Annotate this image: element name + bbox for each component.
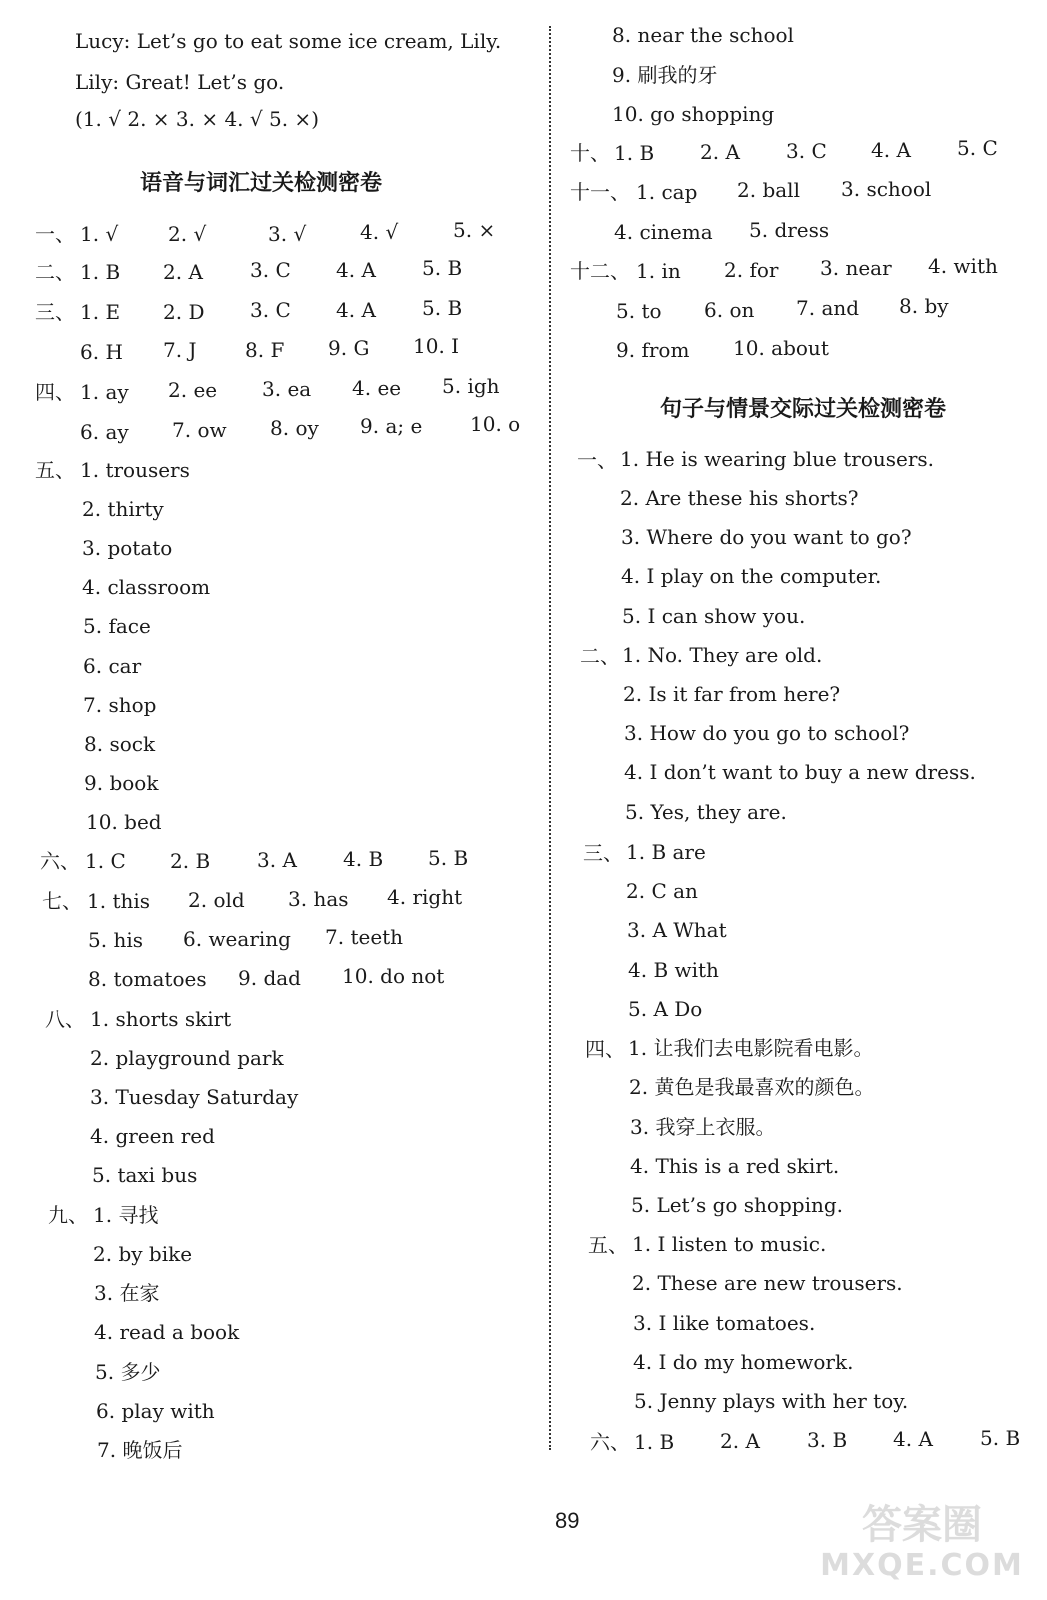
answer-item: 10. go shopping <box>612 102 775 126</box>
answer-item: 2. Are these his shorts? <box>620 486 859 510</box>
answer-item: 2. playground park <box>90 1046 284 1070</box>
section-label: 四、 <box>585 1037 625 1061</box>
answer-item: 4. read a book <box>94 1320 240 1344</box>
section-label: 六、 <box>40 849 80 873</box>
answer-item: 5. dress <box>749 218 830 242</box>
section-label: 一、 <box>577 448 617 472</box>
answer-item: 3. How do you go to school? <box>624 721 910 745</box>
answer-item: 4. cinema <box>614 220 713 244</box>
answer-item: 4. I do my homework. <box>633 1350 854 1374</box>
answer-item: 3. A <box>257 848 297 872</box>
answer-item: 10. o <box>470 412 521 436</box>
section-label: 六、 <box>590 1430 630 1454</box>
answer-item: 8. near the school <box>612 23 794 47</box>
answer-item: 4. √ <box>360 220 399 244</box>
answer-item: 3. C <box>250 298 291 322</box>
answer-item: 9. book <box>84 771 159 795</box>
answer-item: 4. B with <box>628 958 719 982</box>
answer-item: 3. has <box>288 887 349 911</box>
answer-item: 1. √ <box>80 222 119 246</box>
section-label: 五、 <box>35 458 75 482</box>
answer-item: 1. this <box>87 889 151 913</box>
answer-item: 2. A <box>720 1429 760 1453</box>
answer-item: 9. from <box>616 338 690 362</box>
answer-item: 9. G <box>328 336 370 360</box>
answer-item: 2. ball <box>737 178 800 202</box>
answer-item: 3. I like tomatoes. <box>633 1311 816 1335</box>
answer-item: 5. I can show you. <box>622 604 806 628</box>
watermark-text-top: 答案圈 <box>862 1502 982 1548</box>
answer-item: 5. his <box>88 928 143 952</box>
answer-item: 2. A <box>700 140 740 164</box>
answer-item: 9. 刷我的牙 <box>612 63 718 87</box>
answer-item: 1. B <box>80 260 121 284</box>
answer-item: 1. I listen to music. <box>632 1232 827 1256</box>
page-number: 89 <box>555 1508 580 1533</box>
answer-item: 2. old <box>188 888 245 912</box>
answer-item: 1. 让我们去电影院看电影。 <box>628 1036 874 1060</box>
dialogue-line-1: Lucy: Let’s go to eat some ice cream, Lily. <box>75 29 502 53</box>
answer-item: 5. Let’s go shopping. <box>631 1193 844 1217</box>
answer-item: 4. with <box>928 254 998 278</box>
answer-item: 3. Where do you want to go? <box>621 525 912 549</box>
answer-item: 6. car <box>83 654 142 678</box>
answer-item: 4. B <box>343 847 384 871</box>
answer-item: 5. Yes, they are. <box>625 800 787 824</box>
answer-item: 4. This is a red skirt. <box>630 1154 840 1178</box>
answer-item: 5. igh <box>442 374 500 398</box>
answer-item: 3. potato <box>82 536 173 560</box>
answer-item: 1. B <box>614 141 655 165</box>
answer-item: 6. wearing <box>183 927 291 951</box>
answer-item: 1. trousers <box>80 458 190 482</box>
answer-item: 9. a; e <box>360 414 423 438</box>
section-label: 七、 <box>42 889 82 913</box>
answer-item: 3. ea <box>262 377 312 401</box>
section-label: 三、 <box>35 300 75 324</box>
answer-item: 4. I don’t want to buy a new dress. <box>624 760 976 784</box>
answer-item: 3. near <box>820 256 892 280</box>
answer-item: 1. cap <box>636 180 698 204</box>
answer-item: 8. by <box>899 294 949 318</box>
answer-item: 8. F <box>245 338 285 362</box>
answer-item: 2. A <box>163 260 203 284</box>
answer-item: 2. √ <box>168 222 207 246</box>
answer-item: 5. to <box>616 299 662 323</box>
section-label: 一、 <box>35 222 75 246</box>
answer-item: 3. B <box>807 1428 848 1452</box>
section-title-sentences: 句子与情景交际过关检测密卷 <box>660 397 947 422</box>
answer-item: 2. ee <box>168 378 218 402</box>
answer-item: 10. bed <box>86 810 162 834</box>
answer-item: 2. D <box>163 300 205 324</box>
answer-item: 6. ay <box>80 420 129 444</box>
answer-item: 1. B <box>634 1430 675 1454</box>
answer-item: 5. Jenny plays with her toy. <box>634 1389 909 1413</box>
watermark-logo <box>817 1502 1027 1592</box>
answer-item: 8. oy <box>270 416 319 440</box>
answer-item: 2. Is it far from here? <box>623 682 841 706</box>
section-label: 四、 <box>35 380 75 404</box>
answer-item: 5. 多少 <box>95 1360 161 1384</box>
section-label: 五、 <box>588 1233 628 1257</box>
answer-item: 4. A <box>893 1427 933 1451</box>
answer-item: 10. about <box>733 336 829 360</box>
answer-item: 6. play with <box>96 1399 215 1423</box>
answer-item: 3. school <box>841 177 932 201</box>
answer-item: 5. × <box>453 218 496 242</box>
answer-item: 7. ow <box>172 418 227 442</box>
answer-item: 5. A Do <box>628 997 703 1021</box>
answer-item: 7. shop <box>83 693 157 717</box>
answer-item: 4. classroom <box>82 575 211 599</box>
answer-item: 2. C an <box>626 879 698 903</box>
section-label: 十、 <box>570 141 610 165</box>
answer-item: 3. C <box>250 258 291 282</box>
answer-item: 7. and <box>796 296 860 320</box>
answer-item: 6. H <box>80 340 123 364</box>
answer-item: 1. E <box>80 300 121 324</box>
answer-item: 3. 在家 <box>94 1281 160 1305</box>
answer-item: 4. I play on the computer. <box>621 564 882 588</box>
answer-item: 5. B <box>422 256 463 280</box>
answer-item: 8. sock <box>84 732 156 756</box>
answer-item: 4. A <box>871 138 911 162</box>
dialogue-line-2: Lily: Great! Let’s go. <box>75 70 285 94</box>
answer-item: 4. ee <box>352 376 402 400</box>
section-label: 三、 <box>583 841 623 865</box>
answer-item: 3. 我穿上衣服。 <box>630 1115 776 1139</box>
answer-item: 3. √ <box>268 222 307 246</box>
answer-item: 7. teeth <box>325 925 404 949</box>
answer-item: 10. I <box>413 334 460 358</box>
answer-item: 4. green red <box>90 1124 215 1148</box>
answer-item: 2. B <box>170 849 211 873</box>
answer-item: 6. on <box>704 298 755 322</box>
answer-item: 7. 晚饭后 <box>97 1438 183 1462</box>
answer-item: 1. No. They are old. <box>622 643 823 667</box>
section-title-vocab: 语音与词汇过关检测密卷 <box>140 171 383 196</box>
section-label: 十一、 <box>570 180 630 204</box>
answer-item: 10. do not <box>342 964 445 988</box>
answer-item: 1. C <box>85 849 126 873</box>
answer-item: 2. 黄色是我最喜欢的颜色。 <box>629 1075 875 1099</box>
section-label: 九、 <box>48 1203 88 1227</box>
answer-item: 4. right <box>387 885 463 909</box>
answer-item: 2. These are new trousers. <box>632 1271 903 1295</box>
answer-row <box>35 222 75 246</box>
column-divider <box>549 26 551 1450</box>
section-label: 十二、 <box>570 259 630 283</box>
answer-item: 8. tomatoes <box>88 967 207 991</box>
answer-item: 3. C <box>786 139 827 163</box>
answer-item: 2. by bike <box>93 1242 193 1266</box>
answer-item: 4. A <box>336 298 376 322</box>
answer-item: 7. J <box>163 338 197 362</box>
answer-item: 1. He is wearing blue trousers. <box>620 447 935 471</box>
answer-item: 4. A <box>336 258 376 282</box>
answer-item: 1. ay <box>80 380 129 404</box>
answer-item: 2. thirty <box>82 497 164 521</box>
answer-item: 1. 寻找 <box>93 1203 159 1227</box>
answer-item: 5. B <box>980 1426 1021 1450</box>
answer-item: 3. A What <box>627 918 727 942</box>
section-label: 八、 <box>45 1007 85 1031</box>
dialogue-answers: (1. √ 2. × 3. × 4. √ 5. ×) <box>75 107 319 131</box>
answer-item: 1. B are <box>626 840 706 864</box>
answer-item: 9. dad <box>238 966 301 990</box>
answer-item: 5. face <box>83 614 151 638</box>
answer-item: 5. B <box>428 846 469 870</box>
answer-item: 5. B <box>422 296 463 320</box>
answer-item: 1. shorts skirt <box>90 1007 232 1031</box>
section-label: 二、 <box>580 644 620 668</box>
watermark-text-bottom: MXQE.COM <box>820 1548 1024 1583</box>
section-label: 二、 <box>35 260 75 284</box>
answer-item: 1. in <box>636 259 681 283</box>
answer-item: 3. Tuesday Saturday <box>90 1085 299 1109</box>
answer-item: 2. for <box>724 258 779 282</box>
answer-item: 5. taxi bus <box>92 1163 198 1187</box>
answer-item: 5. C <box>957 136 998 160</box>
